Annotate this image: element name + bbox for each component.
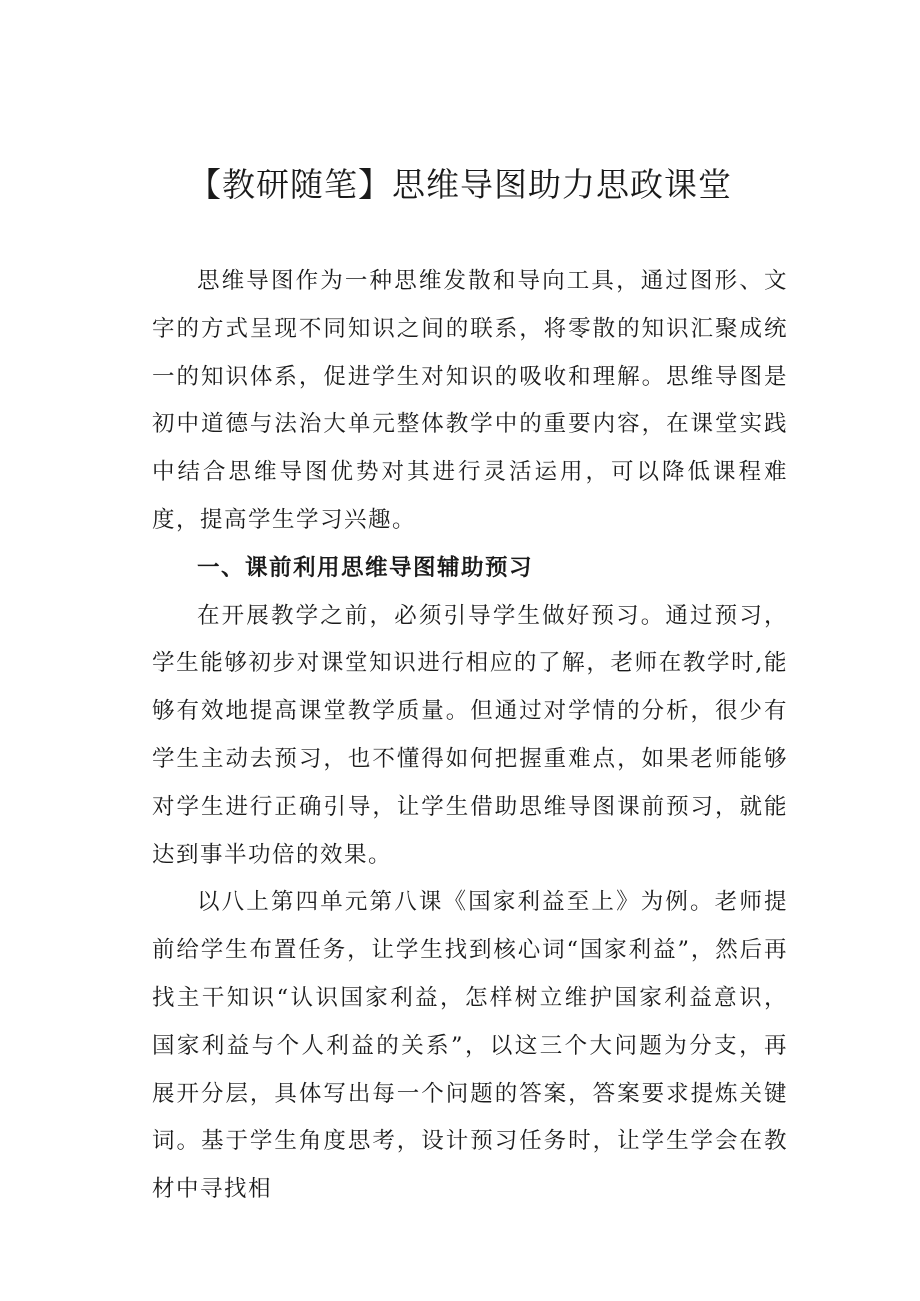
document-body	[152, 258, 788, 1214]
section-heading-1: 一、课前利用思维导图辅助预习	[197, 554, 534, 581]
paragraph-intro: 思维导图作为一种思维发散和导向工具，通过图形、文字的方式呈现不同知识之间的联系，将零散的知识汇聚成统一的知识体系，促进学生对知识的吸收和理解。思维导图是初中道德与法治大单元整体教学中的重要内容，在课堂实践中结合思维导图优势对其进行灵活运用，可以降低课程难度，提高学生学习兴趣。	[152, 268, 788, 533]
paragraph-preview: 在开展教学之前，必须引导学生做好预习。通过预习，学生能够初步对课堂知识进行相应的了解，老师在教学时,能够有效地提高课堂教学质量。但通过对学情的分析，很少有学生主动去预习，也不懂得如何把握重难点，如果老师能够对学生进行正确引导，让学生借助思维导图课前预习，就能达到事半功倍的效果。	[152, 602, 788, 868]
paragraph-example: 以八上第四单元第八课《国家利益至上》为例。老师提前给学生布置任务，让学生找到核心词“国家利益”，然后再找主干知识“认识国家利益，怎样树立维护国家利益意识，国家利益与个人利益的关系”，以这三个大问题为分支，再展开分层，具体写出每一个问题的答案，答案要求提炼关键词。基于学生角度思考，设计预习任务时，让学生学会在教材中寻找相	[152, 889, 788, 1203]
page-title: 【教研随笔】思维导图助力思政课堂	[188, 165, 732, 204]
